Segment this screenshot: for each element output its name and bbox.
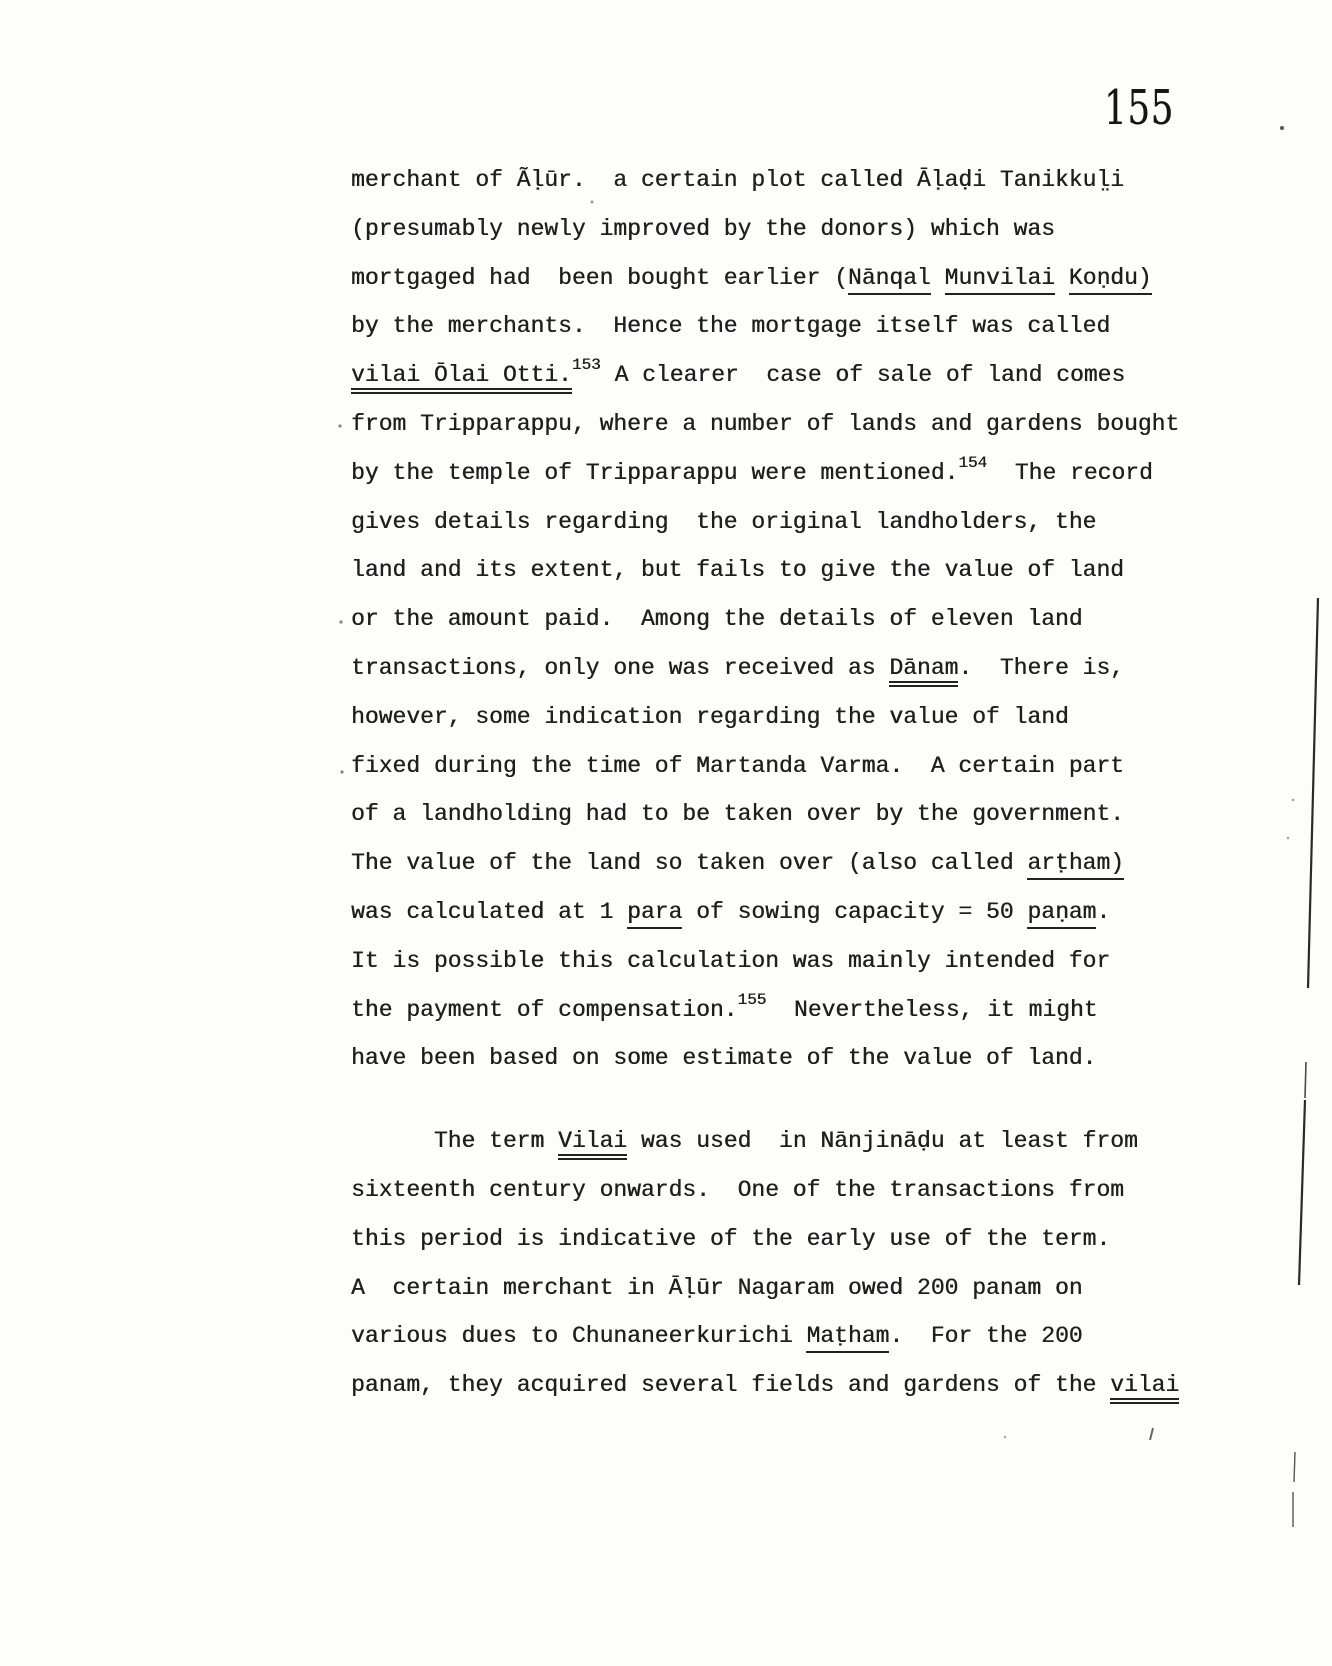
scan-line-artifact bbox=[1305, 1062, 1306, 1098]
paragraph bbox=[351, 156, 1211, 1083]
text-segment bbox=[1055, 265, 1069, 291]
text-segment: The value of the land so taken over (also called bbox=[351, 850, 1028, 877]
underlined-term: Nānqal bbox=[848, 265, 931, 295]
scan-line-artifact bbox=[1294, 1452, 1295, 1482]
underlined-term: Maṭham bbox=[806, 1323, 889, 1353]
text-segment: this period is indicative of the early use of the term. bbox=[351, 1225, 1111, 1252]
text-line bbox=[351, 546, 1211, 595]
text-line bbox=[351, 1215, 1211, 1264]
text-segment: from Tripparappu, where a number of lands and gardens bought bbox=[351, 410, 1180, 437]
text-line bbox=[351, 693, 1211, 742]
text-segment: mortgaged had been bought earlier ( bbox=[351, 264, 848, 291]
text-line bbox=[351, 742, 1211, 791]
text-line bbox=[351, 1361, 1211, 1410]
text-segment: or the amount paid. Among the details of eleven land bbox=[351, 606, 1083, 633]
scan-speck bbox=[338, 424, 341, 427]
text-line bbox=[351, 888, 1211, 937]
text-segment: fixed during the time of Martanda Varma. A certain part bbox=[351, 752, 1124, 779]
underlined-term: Vilai bbox=[558, 1128, 627, 1160]
text-line bbox=[351, 449, 1211, 498]
underlined-term: arṭham) bbox=[1027, 850, 1124, 880]
text-line bbox=[351, 400, 1211, 449]
underlined-term: Koṇdu) bbox=[1069, 265, 1152, 295]
text-line bbox=[351, 790, 1211, 839]
text-segment: gives details regarding the original landholders, the bbox=[351, 508, 1097, 535]
text-segment: was calculated at 1 bbox=[351, 898, 628, 925]
text-segment bbox=[931, 265, 945, 291]
text-segment: Nevertheless, it might bbox=[766, 996, 1098, 1023]
text-line bbox=[351, 839, 1211, 888]
paragraph bbox=[351, 1117, 1211, 1410]
text-segment: of a landholding had to be taken over by the government. bbox=[351, 801, 1124, 828]
text-segment: A certain merchant in Āḷūr Nagaram owed 200 panam on bbox=[351, 1274, 1083, 1301]
text-line bbox=[351, 1166, 1211, 1215]
underlined-term: paṇam bbox=[1027, 899, 1096, 929]
underlined-term: para bbox=[627, 899, 682, 929]
text-line bbox=[351, 254, 1211, 303]
text-line bbox=[351, 595, 1211, 644]
footnote-reference: 153 bbox=[571, 356, 601, 375]
footnote-reference: 155 bbox=[737, 990, 767, 1009]
text-line bbox=[351, 156, 1211, 205]
text-line bbox=[351, 1117, 1211, 1166]
page-text bbox=[351, 156, 1211, 1410]
text-line bbox=[351, 644, 1211, 693]
text-segment: of sowing capacity = 50 bbox=[682, 898, 1028, 925]
text-line bbox=[351, 937, 1211, 986]
text-line bbox=[351, 302, 1211, 351]
text-segment: various dues to Chunaneerkurichi bbox=[351, 1323, 807, 1350]
text-segment: the payment of compensation. bbox=[351, 996, 738, 1023]
text-line bbox=[351, 1034, 1211, 1083]
text-segment: A clearer case of sale of land comes bbox=[600, 362, 1126, 389]
scan-speck bbox=[340, 770, 343, 773]
scan-speck bbox=[1150, 1428, 1153, 1440]
text-segment: The record bbox=[987, 459, 1153, 486]
scan-speck bbox=[339, 620, 342, 623]
text-segment: panam, they acquired several fields and gardens of the bbox=[351, 1372, 1111, 1399]
underlined-term: Munvilai bbox=[945, 265, 1055, 295]
text-line bbox=[351, 351, 1211, 400]
text-line bbox=[351, 498, 1211, 547]
page-number: 155 bbox=[1104, 80, 1175, 136]
text-segment: . bbox=[1096, 898, 1111, 925]
text-segment: The term bbox=[351, 1128, 559, 1155]
text-segment: sixteenth century onwards. One of the transactions from bbox=[351, 1176, 1124, 1203]
text-segment: by the temple of Tripparappu were mentioned. bbox=[351, 459, 959, 486]
scan-speck bbox=[1004, 1436, 1007, 1439]
text-line bbox=[351, 986, 1211, 1035]
text-line bbox=[351, 1312, 1211, 1361]
text-segment: transactions, only one was received as bbox=[351, 654, 890, 681]
text-segment: (presumably newly improved by the donors) which was bbox=[351, 215, 1055, 242]
text-segment: merchant of Ãḷūr. a certain plot called Āḷaḍi Tanikkul̤i bbox=[351, 167, 1124, 193]
text-segment: . For the 200 bbox=[889, 1323, 1083, 1350]
text-segment: land and its extent, but fails to give the value of land bbox=[351, 557, 1124, 584]
text-segment: It is possible this calculation was mainly intended for bbox=[351, 947, 1111, 974]
scan-speck bbox=[1287, 837, 1289, 839]
underlined-term: vilai bbox=[1110, 1372, 1179, 1404]
text-segment: was used in Nānjināḍu at least from bbox=[627, 1128, 1138, 1155]
text-line bbox=[351, 205, 1211, 254]
scan-speck bbox=[1292, 799, 1294, 801]
underlined-term: Dānam bbox=[889, 655, 958, 687]
scan-line-artifact bbox=[1299, 1100, 1305, 1285]
text-segment: by the merchants. Hence the mortgage itself was called bbox=[351, 313, 1111, 340]
footnote-reference: 154 bbox=[958, 453, 988, 472]
text-line bbox=[351, 1264, 1211, 1313]
text-segment: have been based on some estimate of the value of land. bbox=[351, 1045, 1097, 1072]
text-segment: however, some indication regarding the value of land bbox=[351, 703, 1069, 730]
scan-line-artifact bbox=[1308, 598, 1318, 988]
text-segment: . There is, bbox=[958, 654, 1124, 681]
scan-speck bbox=[1280, 126, 1284, 130]
underlined-term: vilai Ōlai Otti. bbox=[351, 362, 572, 394]
